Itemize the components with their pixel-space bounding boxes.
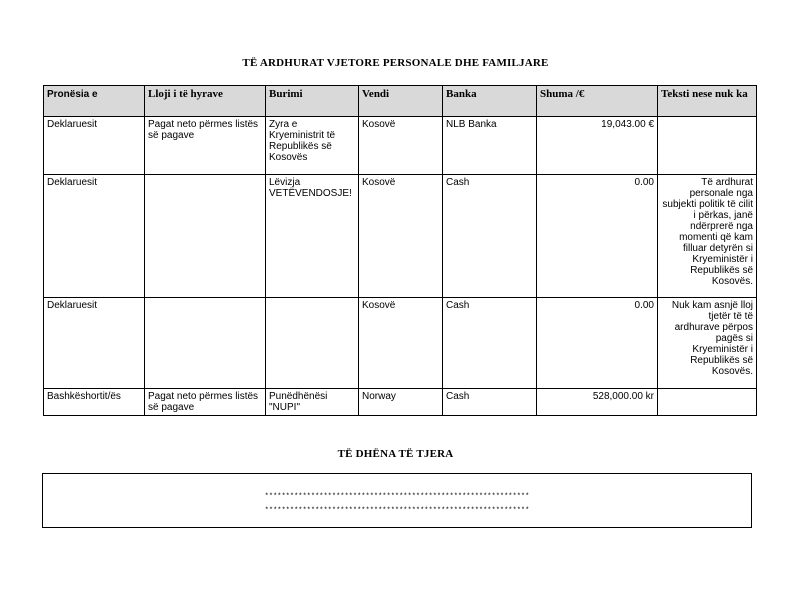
- header-country: Vendi: [359, 86, 443, 117]
- cell-note: [658, 389, 757, 416]
- header-amount: Shuma /€: [537, 86, 658, 117]
- header-bank: Banka: [443, 86, 537, 117]
- cell-note: Nuk kam asnjë lloj tjetër të të ardhurave përpos pagës si Kryeministër i Republikës së Kosovës.: [658, 298, 757, 389]
- cell-amount: 19,043.00 €: [537, 117, 658, 175]
- cell-country: Kosovë: [359, 175, 443, 298]
- table-row: [44, 298, 757, 389]
- cell-owner: Deklaruesit: [44, 175, 145, 298]
- cell-source: Punëdhënësi "NUPI": [266, 389, 359, 416]
- cell-income-type: [145, 298, 266, 389]
- cell-country: Kosovë: [359, 117, 443, 175]
- header-income-type: Lloji i të hyrave: [145, 86, 266, 117]
- cell-bank: NLB Banka: [443, 117, 537, 175]
- redacted-line: ***************************************************************: [264, 493, 530, 501]
- header-note: Teksti nese nuk ka: [658, 86, 757, 117]
- income-section-title: TË ARDHURAT VJETORE PERSONALE DHE FAMILJARE: [242, 57, 549, 69]
- cell-income-type: [145, 175, 266, 298]
- table-row: [44, 389, 757, 416]
- cell-bank: Cash: [443, 389, 537, 416]
- cell-source: Lëvizja VETËVENDOSJE!: [266, 175, 359, 298]
- cell-amount: 0.00: [537, 298, 658, 389]
- cell-source: Zyra e Kryeministrit të Republikës së Kosovës: [266, 117, 359, 175]
- cell-owner: Deklaruesit: [44, 298, 145, 389]
- cell-country: Kosovë: [359, 298, 443, 389]
- cell-owner: Bashkëshortit/ës: [44, 389, 145, 416]
- header-owner: Pronësia e: [44, 86, 145, 117]
- table-row: [44, 117, 757, 175]
- cell-amount: 0.00: [537, 175, 658, 298]
- cell-income-type: Pagat neto përmes listës së pagave: [145, 389, 266, 416]
- other-data-section-title: TË DHËNA TË TJERA: [337, 448, 454, 460]
- cell-note: Të ardhurat personale nga subjekti politik të cilit i përkas, janë ndërprerë nga momenti që kam filluar detyrën si Kryeministër i Republikës së Kosovës.: [658, 175, 757, 298]
- cell-source: [266, 298, 359, 389]
- cell-owner: Deklaruesit: [44, 117, 145, 175]
- table-header-row: [44, 86, 757, 117]
- table-row: [44, 175, 757, 298]
- redacted-line: ***************************************************************: [264, 507, 530, 515]
- cell-amount: 528,000.00 kr: [537, 389, 658, 416]
- header-source: Burimi: [266, 86, 359, 117]
- cell-income-type: Pagat neto përmes listës së pagave: [145, 117, 266, 175]
- cell-note: [658, 117, 757, 175]
- income-table: [43, 85, 757, 416]
- cell-bank: Cash: [443, 298, 537, 389]
- cell-bank: Cash: [443, 175, 537, 298]
- other-data-box: [42, 473, 752, 528]
- cell-country: Norway: [359, 389, 443, 416]
